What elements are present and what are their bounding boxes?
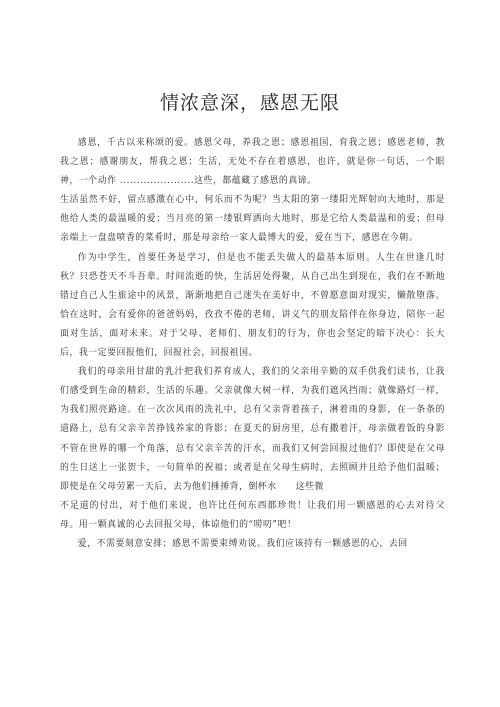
document-title: 情浓意深，感恩无限	[159, 92, 340, 114]
paragraph-2: 生活虽然不好，留点感激在心中，何乐而不为呢？当太阳的第一缕阳光辉射向大地时，那是他给人类的最温暖的爱；当月亮的第一缕银辉洒向大地时，那是它给人类最温和的爱；但母亲端上一盘盘喷香的菜肴时，那是母亲给一家人最博大的爱，爱在当下，感恩在今朝。	[60, 195, 445, 244]
paragraph-4: 我们的母亲用甘甜的乳汁把我们养育成人，我们的父亲用辛勤的双手供我们读书，让我们感受到生命的精彩，生活的乐趣。父亲就像大树一样，为我们遮风挡雨；就像路灯一样，为我们照亮路途。在一次次风雨的洗礼中，总有父亲背着孩子，淋着雨的身影，在一条条的道路上，总有父亲辛苦挣钱养家的背影；在夏天的厨房里，总有撒着汗，母亲做着饭的身影不管在世界的哪一个角落，总有父亲辛苦的汗水，而我们又何尝回报过他们？即使是在父母的生日送上一张贺卡，一句简单的祝福；或者是在父母生病时，去照顾并且给予他们温暖；即使是在父母劳累一天后，去为他们捶捶背，倒杯水 这些微	[60, 367, 445, 492]
paragraph-5: 不足道的付出，对于他们来说，也许比任何东西都珍贵！让我们用一颗感恩的心去对待父母。用一颗真诚的心去回报父母，体谅他们的“唠叨”吧！	[60, 500, 445, 530]
document-body	[60, 134, 445, 554]
paragraph-6: 爱，不需要刻意安排；感恩不需要束缚劝说。我们应该持有一颗感恩的心，去回	[77, 538, 408, 549]
paragraph-1: 感恩，千古以来称颂的爱。感恩父母，养我之恩；感恩祖国，育我之恩；感恩老师，教我之恩；感谢朋友，帮我之恩；生活，无处不存在着感恩，也许，就是你一句话，一个眼神，一个动作 ......................这些，都蕴藏了感恩的真谛。	[60, 138, 445, 187]
paragraph-3: 作为中学生，首要任务是学习，但是也不能丢失做人的最基本原则。人生在世逢几时秋？只恐苍天不斗吾辈。时间流逝的快，生活居处得聚，从自己出生到现在，我们在不断地错过自己人生旅途中的风景，渐渐地把自己迷失在美好中，不曾愿意面对现实，懒散堕落。恰在这时，会有爱你的爸爸妈妈，孜孜不倦的老师，讲义气的朋友陪伴在你身边，陪你一起面对生活，面对未来。对于父母、老师们、朋友们的行为，你也会坚定的暗下决心：长大后，我一定要回报他们，回报社会，回报祖国。	[60, 252, 445, 359]
